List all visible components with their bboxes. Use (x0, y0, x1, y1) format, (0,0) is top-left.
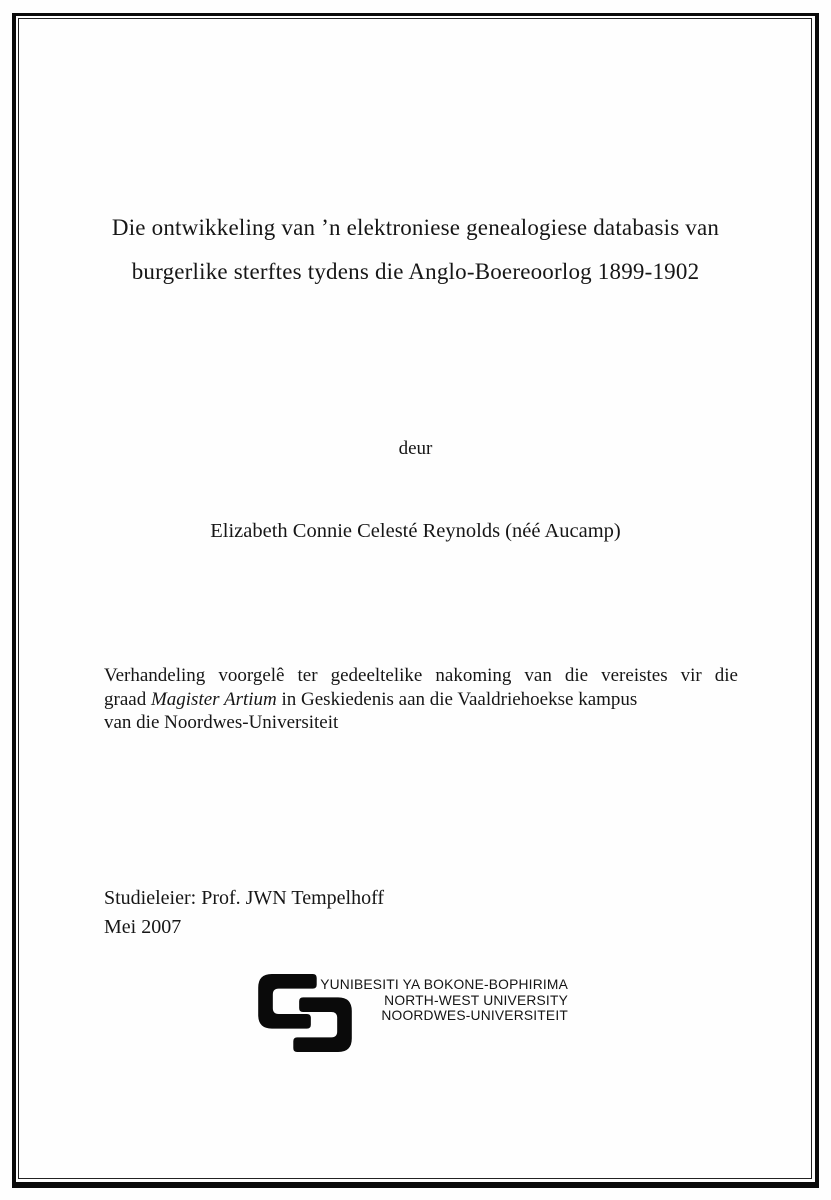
thesis-title-line-1: Die ontwikkeling van ’n elektroniese genealogiese databasis van (111, 215, 720, 240)
byline-deur: deur (398, 438, 433, 459)
thesis-title-line-2: burgerlike sterftes tydens die Anglo-Boereoorlog 1899-1902 (131, 259, 700, 284)
author-name: Elizabeth Connie Celesté Reynolds (néé Aucamp) (210, 520, 621, 542)
supervisor-line: Studieleier: Prof. JWN Tempelhoff (104, 887, 385, 909)
degree-statement (104, 664, 738, 735)
nwu-logo (258, 974, 578, 1054)
degree-statement-line-2-prefix: graad (104, 688, 151, 710)
thesis-title (45, 206, 786, 294)
date-line: Mei 2007 (104, 916, 182, 938)
nwu-logo-text (320, 977, 568, 1024)
nwu-logo-text-line-3: NOORDWES-UNIVERSITEIT (381, 1008, 568, 1024)
nwu-logo-text-line-2: NORTH-WEST UNIVERSITY (384, 992, 568, 1008)
degree-name-italic: Magister Artium (150, 688, 277, 710)
degree-statement-line-1: Verhandeling voorgelê ter gedeeltelike nakoming van die vereistes vir die (104, 665, 738, 686)
supervisor-block (104, 884, 384, 942)
nwu-logo-text-line-1: YUNIBESITI YA BOKONE-BOPHIRIMA (320, 977, 568, 992)
degree-statement-line-2-rest: in Geskiedenis aan die Vaaldriehoekse kampus (276, 688, 638, 710)
degree-statement-line-3: van die Noordwes-Universiteit (104, 712, 339, 733)
degree-statement-line-2 (104, 688, 738, 712)
